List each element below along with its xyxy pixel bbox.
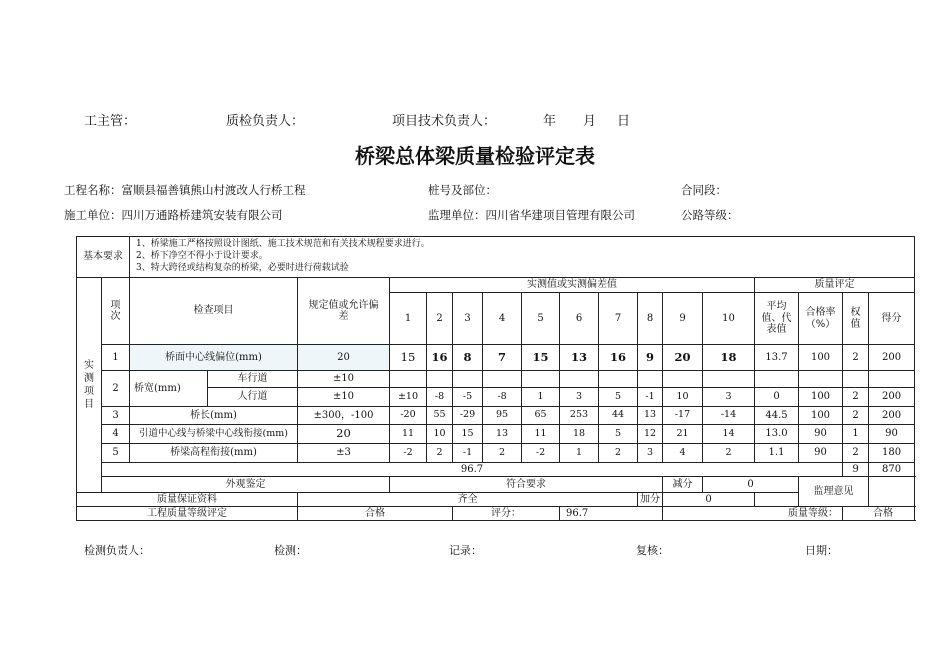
total-avg: 96.7 bbox=[102, 463, 843, 477]
appearance-label: 外观鉴定 bbox=[102, 477, 390, 493]
construction-unit: 施工单位：四川万通路桥建筑安装有限公司 bbox=[64, 208, 283, 222]
spec-value: 20 bbox=[298, 345, 390, 371]
project-tech-label: 项目技术负责人： bbox=[392, 114, 497, 129]
supervision-opinion-label: 监理意见 bbox=[799, 477, 869, 507]
pass-rate-value: 100 bbox=[799, 345, 843, 371]
measured-value: 1 bbox=[522, 388, 560, 407]
measured-value: 1 bbox=[560, 444, 599, 463]
item-no: 2 bbox=[102, 371, 130, 407]
check-item: 桥面中心线偏位(mm) bbox=[130, 345, 298, 371]
appearance-value: 符合要求 bbox=[390, 477, 663, 493]
col-header: 2 bbox=[427, 293, 453, 345]
measured-value: 16 bbox=[427, 345, 453, 371]
item-no: 3 bbox=[102, 407, 130, 425]
col-header: 9 bbox=[663, 293, 703, 345]
measured-value: -1 bbox=[638, 388, 663, 407]
measured-value: -5 bbox=[453, 388, 483, 407]
measured-value: 65 bbox=[522, 407, 560, 425]
check-item-header: 检查项目 bbox=[130, 278, 298, 345]
weight-value: 1 bbox=[843, 425, 869, 444]
project-name: 工程名称：富顺县福善镇熊山村渡改人行桥工程 bbox=[64, 183, 306, 197]
deduct-value: 0 bbox=[703, 477, 799, 493]
item-no: 5 bbox=[102, 444, 130, 463]
inspection-table bbox=[76, 236, 915, 521]
measured-value: -2 bbox=[522, 444, 560, 463]
measured-value: -20 bbox=[390, 407, 427, 425]
measured-value: 13 bbox=[638, 407, 663, 425]
score-value: 180 bbox=[869, 444, 915, 463]
measured-value: 3 bbox=[638, 444, 663, 463]
measured-value: 13 bbox=[483, 425, 522, 444]
measured-value: 2 bbox=[703, 444, 755, 463]
spec-header: 规定值或允许偏差 bbox=[298, 278, 390, 345]
measured-value: -2 bbox=[390, 444, 427, 463]
score-value: 90 bbox=[869, 425, 915, 444]
measured-value: 18 bbox=[560, 425, 599, 444]
quality-grade-value: 合格 bbox=[843, 507, 915, 521]
pile-position: 桩号及部位： bbox=[428, 183, 497, 197]
basic-req-content bbox=[130, 237, 915, 278]
year-label: 年 bbox=[543, 114, 557, 129]
pass-rate-value: 90 bbox=[799, 425, 843, 444]
measured-values-header: 实测值或实测偏差值 bbox=[390, 278, 755, 293]
quality-inspector-label: 质检负责人： bbox=[226, 114, 305, 129]
col-header: 1 bbox=[390, 293, 427, 345]
measured-value: 10 bbox=[427, 425, 453, 444]
weight-value: 2 bbox=[843, 388, 869, 407]
measured-value: 15 bbox=[453, 425, 483, 444]
score-value: 200 bbox=[869, 407, 915, 425]
avg-value: 1.1 bbox=[755, 444, 799, 463]
score-label: 评分： bbox=[453, 507, 560, 521]
supervision-unit: 监理单位：四川省华建项目管理有限公司 bbox=[428, 208, 635, 222]
measured-value: 44 bbox=[599, 407, 638, 425]
measured-value: 2 bbox=[427, 444, 453, 463]
measured-value: 18 bbox=[703, 345, 755, 371]
measured-value: 12 bbox=[638, 425, 663, 444]
spec-value: ±300，-100 bbox=[298, 407, 390, 425]
col-header: 7 bbox=[599, 293, 638, 345]
tester-label: 检测： bbox=[274, 544, 307, 557]
measured-value: -8 bbox=[427, 388, 453, 407]
measured-value: 11 bbox=[522, 425, 560, 444]
measured-value: 2 bbox=[599, 444, 638, 463]
test-lead-label: 检测负责人： bbox=[84, 544, 150, 557]
avg-header: 平均值、代表值 bbox=[755, 293, 799, 345]
quality-docs-label: 质量保证资料 bbox=[77, 493, 298, 507]
measured-value: ±10 bbox=[390, 388, 427, 407]
measured-value: 15 bbox=[522, 345, 560, 371]
day-label: 日 bbox=[617, 114, 631, 129]
basic-req-line: 3、特大跨径或结构复杂的桥梁，必要时进行荷载试验 bbox=[136, 262, 349, 273]
quality-eval-header: 质量评定 bbox=[755, 278, 915, 293]
measured-value: 7 bbox=[483, 345, 522, 371]
col-header: 10 bbox=[703, 293, 755, 345]
check-item: 桥宽(mm) bbox=[130, 371, 208, 407]
col-header: 8 bbox=[638, 293, 663, 345]
basic-req-line: 1、桥梁施工严格按照设计图纸、施工技术规范和有关技术规程要求进行。 bbox=[136, 239, 430, 250]
basic-req-line: 2、桥下净空不得小于设计要求。 bbox=[136, 251, 268, 262]
score-header: 得分 bbox=[869, 293, 915, 345]
check-item: 桥梁高程衔接(mm) bbox=[130, 444, 298, 463]
reviewer-label: 复核： bbox=[636, 544, 669, 557]
measured-section-label: 实测项目 bbox=[77, 278, 102, 493]
add-value: 0 bbox=[663, 493, 755, 507]
check-subitem: 人行道 bbox=[208, 388, 298, 407]
measured-value: 16 bbox=[599, 345, 638, 371]
deduct-label: 减分 bbox=[663, 477, 703, 493]
weight-value: 2 bbox=[843, 444, 869, 463]
item-no: 1 bbox=[102, 345, 130, 371]
measured-value: 3 bbox=[560, 388, 599, 407]
pass-rate-value: 100 bbox=[799, 388, 843, 407]
measured-value: 253 bbox=[560, 407, 599, 425]
measured-value: 95 bbox=[483, 407, 522, 425]
measured-value: 15 bbox=[390, 345, 427, 371]
supervision-opinion-value bbox=[869, 477, 915, 507]
measured-value: -17 bbox=[663, 407, 703, 425]
spec-value: ±10 bbox=[298, 388, 390, 407]
item-no-header: 项次 bbox=[102, 278, 130, 345]
score-value: 200 bbox=[869, 345, 915, 371]
page-title: 桥梁总体梁质量检验评定表 bbox=[355, 144, 595, 168]
avg-value: 13.7 bbox=[755, 345, 799, 371]
col-header: 6 bbox=[560, 293, 599, 345]
spec-value: ±10 bbox=[298, 371, 390, 388]
grade-eval-value: 合格 bbox=[298, 507, 453, 521]
col-header: 5 bbox=[522, 293, 560, 345]
measured-value: 13 bbox=[560, 345, 599, 371]
grade-eval-label: 工程质量等级评定 bbox=[77, 507, 298, 521]
check-item: 桥长(mm) bbox=[130, 407, 298, 425]
date-label: 日期： bbox=[805, 544, 838, 557]
measured-value: 3 bbox=[703, 388, 755, 407]
col-header: 3 bbox=[453, 293, 483, 345]
measured-value: 4 bbox=[663, 444, 703, 463]
measured-value: 2 bbox=[483, 444, 522, 463]
measured-value: 8 bbox=[453, 345, 483, 371]
quality-grade-label: 质量等级： bbox=[663, 507, 843, 521]
measured-value: 21 bbox=[663, 425, 703, 444]
total-score: 870 bbox=[869, 463, 915, 477]
measured-value: 9 bbox=[638, 345, 663, 371]
measured-value: -14 bbox=[703, 407, 755, 425]
measured-value: 14 bbox=[703, 425, 755, 444]
measured-value: -8 bbox=[483, 388, 522, 407]
col-header: 4 bbox=[483, 293, 522, 345]
score-value: 200 bbox=[869, 388, 915, 407]
item-no: 4 bbox=[102, 425, 130, 444]
weight-value: 2 bbox=[843, 345, 869, 371]
spec-value: 20 bbox=[298, 425, 390, 444]
total-weight: 9 bbox=[843, 463, 869, 477]
check-subitem: 车行道 bbox=[208, 371, 298, 388]
recorder-label: 记录： bbox=[449, 544, 482, 557]
avg-value: 13.0 bbox=[755, 425, 799, 444]
measured-value: 5 bbox=[599, 425, 638, 444]
avg-value: 44.5 bbox=[755, 407, 799, 425]
spec-value: ±3 bbox=[298, 444, 390, 463]
measured-value: 10 bbox=[663, 388, 703, 407]
pass-rate-header: 合格率（%） bbox=[799, 293, 843, 345]
measured-value: -1 bbox=[453, 444, 483, 463]
measured-value: 20 bbox=[663, 345, 703, 371]
measured-value: 5 bbox=[599, 388, 638, 407]
add-label: 加分 bbox=[638, 493, 663, 507]
quality-docs-value: 齐全 bbox=[298, 493, 638, 507]
avg-value: 0 bbox=[755, 388, 799, 407]
basic-req-label: 基本要求 bbox=[77, 237, 130, 278]
contract-section: 合同段： bbox=[681, 183, 727, 197]
pass-rate-value: 100 bbox=[799, 407, 843, 425]
measured-value: -29 bbox=[453, 407, 483, 425]
measured-value: 11 bbox=[390, 425, 427, 444]
weight-header: 权值 bbox=[843, 293, 869, 345]
pass-rate-value: 90 bbox=[799, 444, 843, 463]
supervisor-label: 工主管： bbox=[84, 114, 137, 129]
check-item: 引道中心线与桥梁中心线衔接(mm) bbox=[130, 425, 298, 444]
weight-value: 2 bbox=[843, 407, 869, 425]
road-grade: 公路等级： bbox=[681, 208, 739, 222]
score-value-total: 96.7 bbox=[560, 507, 663, 521]
measured-value: 55 bbox=[427, 407, 453, 425]
month-label: 月 bbox=[583, 114, 597, 129]
